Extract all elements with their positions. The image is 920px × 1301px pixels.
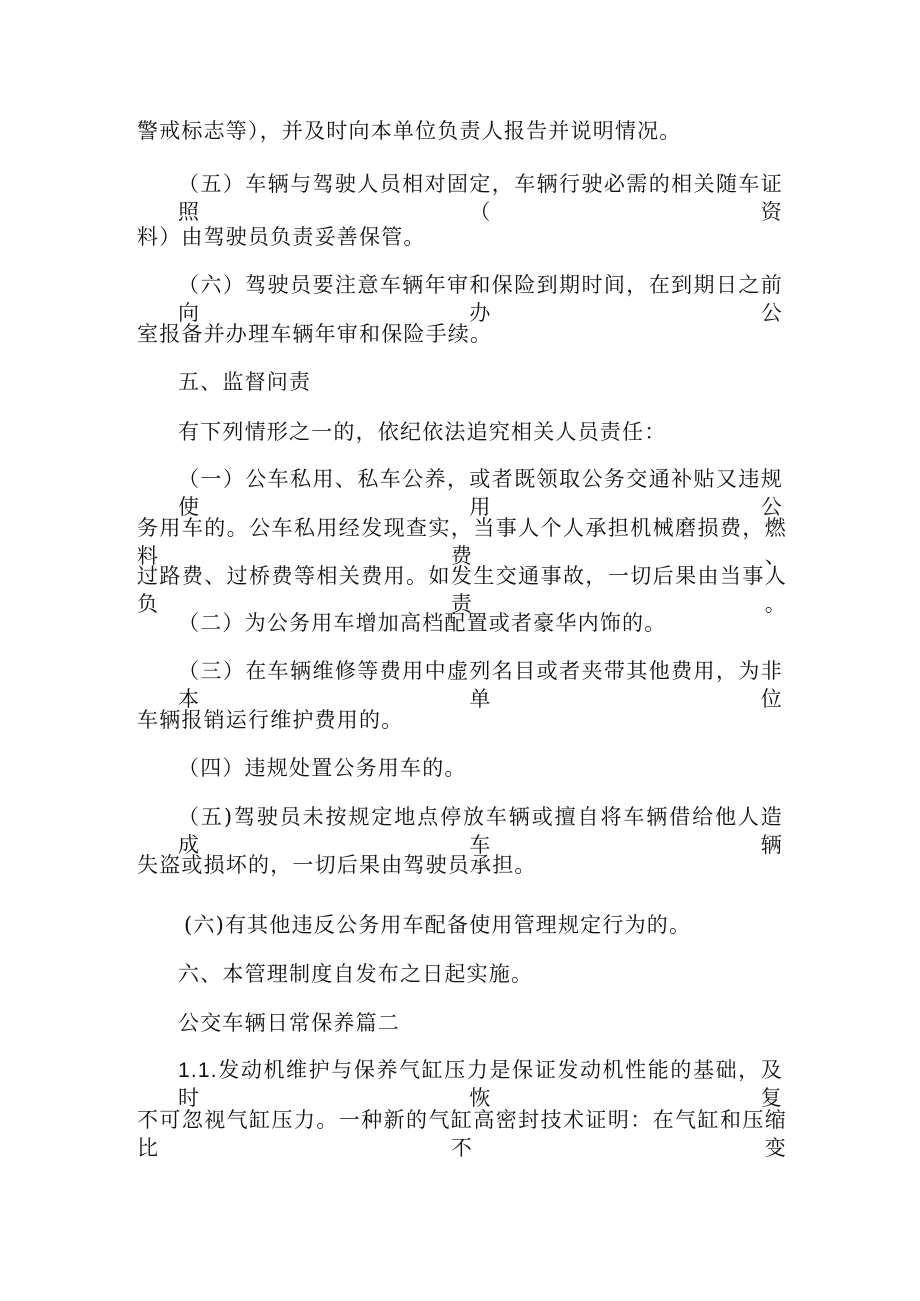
paragraph-line: 警戒标志等），并及时向本单位负责人报告并说明情况。	[137, 119, 682, 143]
paragraph-line: （四）违规处置公务用车的。	[178, 756, 467, 780]
section-heading: 六、本管理制度自发布之日起实施。	[178, 962, 534, 986]
paragraph-line: 过路费、过桥费等相关费用。如发生交通事故，一切后果由当事人负责。	[137, 564, 787, 616]
paragraph-line: 有下列情形之一的，依纪依法追究相关人员责任：	[178, 420, 667, 444]
paragraph-line: （二）为公务用车增加高档配置或者豪华内饰的。	[178, 611, 667, 635]
paragraph-line: （一）公车私用、私车公养，或者既领取公务交通补贴又违规使用公	[178, 467, 783, 519]
paragraph-line: 料）由驾驶员负责妥善保管。	[137, 225, 426, 249]
paragraph-line: 不可忽视气缸压力。一种新的气缸高密封技术证明：在气缸和压缩比不变	[137, 1108, 787, 1160]
paragraph-line: 务用车的。公车私用经发现查实，当事人个人承担机械磨损费，燃料费、	[137, 516, 787, 568]
paragraph-line: （五）车辆与驾驶人员相对固定，车辆行驶必需的相关随车证照（资	[178, 172, 783, 224]
paragraph-line: (六)有其他违反公务用车配备使用管理规定行为的。	[184, 913, 692, 937]
paragraph-line: 失盗或损坏的，一切后果由驾驶员承担。	[137, 853, 537, 877]
article-heading: 公交车辆日常保养篇二	[178, 1011, 400, 1035]
paragraph-line: 1.1.发动机维护与保养气缸压力是保证发动机性能的基础，及时恢复	[178, 1059, 783, 1110]
paragraph-line: （六）驾驶员要注意车辆年审和保险到期时间，在到期日之前向办公	[178, 273, 783, 325]
paragraph-line: （三）在车辆维修等费用中虚列名目或者夹带其他费用，为非本单位	[178, 659, 783, 711]
paragraph-line: 室报备并办理车辆年审和保险手续。	[137, 322, 493, 346]
paragraph-line: （五)驾驶员未按规定地点停放车辆或擅自将车辆借给他人造成车辆	[178, 805, 783, 857]
section-heading: 五、监督问责	[178, 370, 312, 394]
paragraph-line: 车辆报销运行维护费用的。	[137, 708, 404, 732]
